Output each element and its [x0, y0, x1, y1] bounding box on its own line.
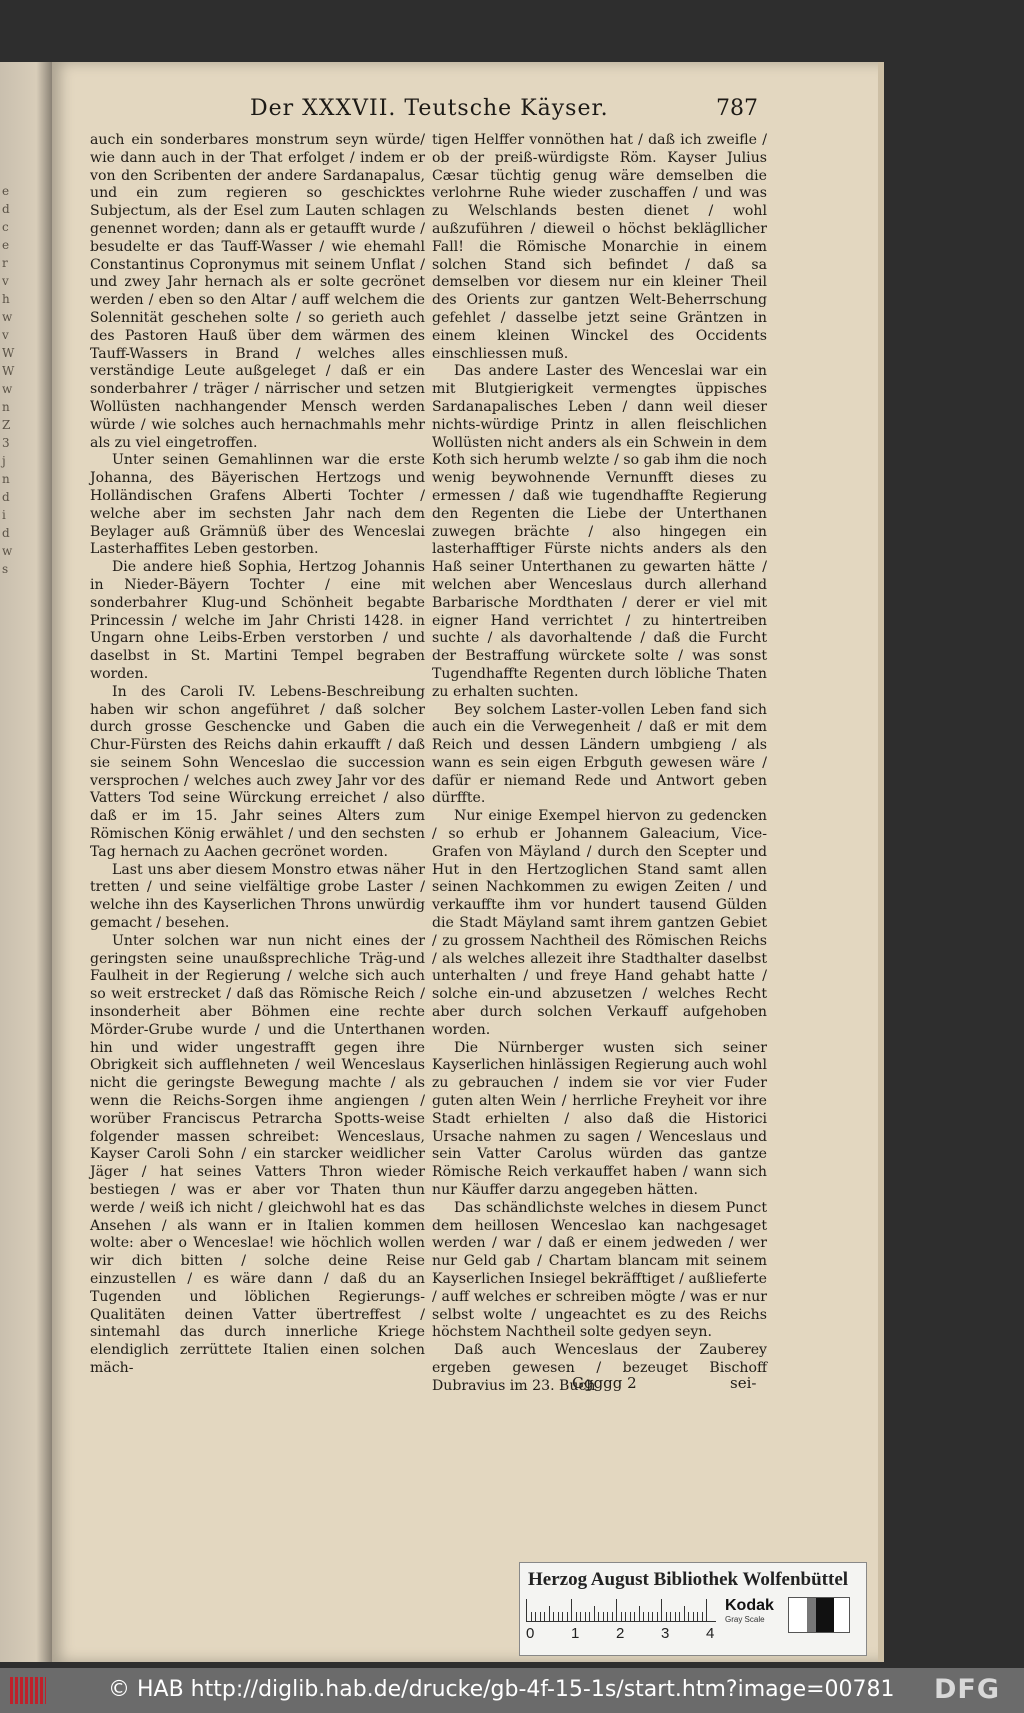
ruler-tick — [675, 1612, 676, 1621]
paragraph: Die andere hieß Sophia, Hertzog Johannis in Nieder-Bäyern Tochter / eine mit sonderbahrer Klug-und Schönheit begabte Princessin / welche im Jahr Christi 1428. in Ungarn ohne Leibs-Erben verstorben / und daselbst in St. Martini Tempel begraben worden. — [90, 559, 425, 682]
ruler-tick — [630, 1612, 631, 1621]
ruler-tick — [598, 1612, 599, 1621]
ruler-tick — [553, 1612, 554, 1621]
paragraph: auch ein sonderbares monstrum seyn würde/ wie dann auch in der That erfolget / indem er von den Scribenten der andere Sardanapalus, und ein zum regieren so geschicktes Subjectum, als der Esel zum Lauten schlagen genennet worden; dann als er getaufft wurde / besudelte er das Tauff-Wasser / wie ehemahl Constantinus Copronymus mit seinem Unflat / und zwey Jahr hernach als er solte gecrönet werden / eben so den Altar / auff welchem die Solennität geschehen solte / so gerieth auch des Pastoren Hauß über dem wärmen des Tauff-Wassers in Brand / welches alles verständige Leute außgeleget / daß er ein sonderbahrer / träger / närrischer und setzen Wollüsten nachhangender Mensch werden würde / wie solches auch hernachmahls mehr als zu viel eingetroffen. — [90, 132, 425, 451]
ruler-tick — [666, 1612, 667, 1621]
ruler-tick — [580, 1612, 581, 1621]
paragraph: Die Nürnberger wusten sich seiner Kayserlichen hinlässigen Regierung auch wohl zu gebrauchen / indem sie vor vier Fuder guten alten Wein / herrliche Freyheit vor ihre Stadt erhielten / also daß die Historici Ursache nahmen zu sagen / Wenceslaus und sein Vatter Carolus würden das gantze Römische Reich verkauffet haben / wann sich nur Käuffer darzu angegeben hätten. — [432, 1039, 767, 1199]
ruler-tick — [625, 1612, 626, 1621]
gray-scale-swatch — [788, 1597, 850, 1633]
text-column-left — [90, 132, 425, 1378]
gray-scale-text: Gray Scale — [725, 1615, 765, 1624]
scale-number: 3 — [661, 1625, 670, 1642]
ruler-tick — [621, 1612, 622, 1621]
paragraph: Das andere Laster des Wenceslai war ein mit Blutgierigkeit vermengtes üppisches Sardanapalisches Leben / dann weil dieser nichts-würdige Printz in allen fleischlichen Wollüsten nicht anders als ein Schwein in dem Koth sich herumb welzte / so gab ihm die noch wenig beywohnende Vernunfft dieses zu ermessen / daß wie tugendhaffte Regierung den Regenten die Liebe der Unterthanen zuwegen brächte / also hingegen ein lasterhafftiger Fürste nichts anders als den Haß seiner Unterthanen zu gewarten hätte / welchen aber Wenceslaus durch allerhand Barbarische Mordthaten / derer er viel mit eigner Hand verrichtet / zu hintertreiben suchte / als davorhaltende / daß die Furcht der Bestraffung würckete solte / was sonst Tugendhaffte Regenten durch löbliche Thaten zu erhalten suchten. — [432, 363, 767, 700]
hab-logo-icon — [10, 1677, 46, 1704]
paragraph: Last uns aber diesem Monstro etwas näher tretten / und seine vielfältige grobe Laster / welche ihn des Kayserlichen Throns unwürdig gemacht / besehen. — [90, 861, 425, 932]
paragraph: Das schändlichste welches in diesem Punct dem heillosen Wenceslao kan nachgesaget werden / war / daß er einem jedweden / wer nur Geld gab / Chartam blancam mit seinem Kayserlichen Insiegel bekräfftiget / außlieferte / auff welches er schreiben mögte / was er nur selbst wolte / ungeachtet es zu des Reichs höchstem Nachtheil solte gedyen seyn. — [432, 1199, 767, 1341]
ruler-tick — [634, 1612, 635, 1621]
paragraph: Daß auch Wenceslaus der Zauberey ergeben gewesen / bezeuget Bischoff Dubravius im 23. Buch — [432, 1342, 767, 1394]
kodak-logo: Kodak — [725, 1597, 774, 1614]
ruler-tick — [612, 1612, 613, 1621]
ruler-tick — [603, 1612, 604, 1621]
ruler-tick — [679, 1612, 680, 1621]
ruler-tick — [639, 1606, 640, 1621]
ruler-tick — [670, 1612, 671, 1621]
footer-bar — [0, 1668, 1024, 1713]
scale-number: 2 — [616, 1625, 625, 1642]
ruler-tick — [693, 1612, 694, 1621]
ruler-tick — [652, 1612, 653, 1621]
ruler-tick — [567, 1612, 568, 1621]
ruler-tick — [544, 1612, 545, 1621]
catchword: sei- — [730, 1374, 757, 1392]
ruler-tick — [531, 1612, 532, 1621]
page-number: 787 — [716, 96, 758, 121]
ruler-tick — [535, 1612, 536, 1621]
library-name: Herzog August Bibliothek Wolfenbüttel — [528, 1569, 849, 1590]
ruler-tick — [571, 1599, 572, 1621]
left-page-edge — [0, 62, 52, 1662]
dfg-logo: DFG — [934, 1674, 1001, 1705]
ruler-tick — [526, 1599, 527, 1621]
ruler-tick — [607, 1612, 608, 1621]
citation-link[interactable]: © HAB http://diglib.hab.de/drucke/gb-4f-15-1s/start.htm?image=00781 — [108, 1677, 895, 1702]
ruler-tick — [706, 1599, 707, 1621]
scale-ruler — [526, 1597, 716, 1622]
ruler-tick — [684, 1606, 685, 1621]
ruler-tick — [594, 1606, 595, 1621]
left-margin-fragments: e d c e r v h w v W W w n Z 3 j n d i d w s — [2, 184, 15, 576]
paragraph: tigen Helffer vonnöthen hat / daß ich zweifle / ob der preiß-würdigste Röm. Kayser Julius Cæsar tüchtig genug wäre demselben die verlohrne Ruhe wieder zuschaffen / und was zu Welschlands besten dienet / wohl außzuführen / dieweil o höchst beklägllicher Fall! die Römische Monarchie in einem solchen Stand sich befindet / daß sa demselben vor diesem nur ein kleiner Theil des Orients zur gantzen Welt-Beherrschung gefehlet / dasselbe jetzt seine Gräntzen in einem kleinen Winckel des Occidents einschliessen muß. — [432, 132, 767, 362]
library-label — [519, 1562, 867, 1656]
ruler-tick — [576, 1612, 577, 1621]
ruler-tick — [661, 1599, 662, 1621]
ruler-tick — [540, 1612, 541, 1621]
signature-mark: Ggggg 2 — [572, 1374, 637, 1392]
scale-number: 0 — [526, 1625, 535, 1642]
ruler-tick — [558, 1612, 559, 1621]
ruler-tick — [697, 1612, 698, 1621]
ruler-tick — [562, 1612, 563, 1621]
ruler-tick — [648, 1612, 649, 1621]
paragraph: Bey solchem Laster-vollen Leben fand sich auch ein die Verwegenheit / daß er mit dem Reich und dessen Ländern umbgieng / als wann es sein eigen Erbguth gewesen wäre / dafür er niemand Rede und Antwort geben dürffte. — [432, 701, 767, 807]
ruler-tick — [688, 1612, 689, 1621]
text-column-right — [432, 132, 767, 1396]
ruler-tick — [702, 1612, 703, 1621]
scale-number: 1 — [571, 1625, 580, 1642]
paragraph: Unter solchen war nun nicht eines der geringsten seine unaußsprechliche Träg-und Faulheit in der Regierung / welche sich auch so weit erstrecket / daß das Römische Reich / insonderheit aber Böhmen eine rechte Mörder-Grube wurde / und die Unterthanen hin und wider ungestrafft gegen ihre Obrigkeit sich aufflehneten / weil Wenceslaus nicht die geringste Bewegung machte / als wenn die Reichs-Sorgen ihme angiengen / worüber Franciscus Petrarcha Spotts-weise folgender massen schreibet: Wenceslaus, Kayser Caroli Sohn / ein starcker weidlicher Jäger / hat seines Vatters Thron wieder bestiegen / was er aber vor Thaten thun werde / weiß ich nicht / gleichwohl hat es das Ansehen / als wann er in Italien kommen wolte: aber o Wenceslae! wie höchlich wollen wir dich bitten / solche deine Reise einzustellen / es wäre dann / daß du an Tugenden und löblichen Regierungs-Qualitäten deinen Vatter übertreffest / sintemahl das durch innerliche Kriege elendiglich zerrüttete Italien einen solchen mäch- — [90, 932, 425, 1376]
ruler-tick — [657, 1612, 658, 1621]
ruler-tick — [549, 1606, 550, 1621]
paragraph: Nur einige Exempel hiervon zu gedencken / so erhub er Johannem Galeacium, Vice-Grafen von Mäyland / durch den Scepter und Hut in den Hertzoglichen Stand samt allen seinen Nachkommen zu ewigen Zeiten / und verkauffte ihm vor hundert tausend Gülden die Stadt Mäyland samt ihrem gantzen Gebiet / zu grossem Nachtheil des Römischen Reichs / als welches allezeit ihre Stadthalter daselbst unterhalten / und freye Hand gehabt hatte / solche ein-und abzusetzen / welches Recht aber durch solchen Verkauff aufgehoben worden. — [432, 808, 767, 1038]
paragraph: In des Caroli IV. Lebens-Beschreibung haben wir schon angeführet / daß solcher durch grosse Geschencke und Gaben die Chur-Fürsten des Reichs dahin erkaufft / daß sie seinem Sohn Wenceslao die succession versprochen / welches auch zwey Jahr vor des Vatters Tod seine Würckung erreichet / also daß er im 15. Jahr seines Alters zum Römischen König erwählet / und den sechsten Tag hernach zu Aachen gecrönet worden. — [90, 683, 425, 860]
scale-number: 4 — [706, 1625, 715, 1642]
ruler-tick — [616, 1599, 617, 1621]
ruler-tick — [585, 1612, 586, 1621]
ruler-tick — [589, 1612, 590, 1621]
ruler-tick — [643, 1612, 644, 1621]
paragraph: Unter seinen Gemahlinnen war die erste Johanna, des Bäyerischen Hertzogs und Holländischen Grafens Alberti Tochter / welche aber im sechsten Jahr nach dem Beylager auß Grämnüß über des Wenceslai Lasterhaffites Leben gestorben. — [90, 452, 425, 558]
running-title: Der XXXVII. Teutsche Käyser. — [250, 96, 609, 121]
